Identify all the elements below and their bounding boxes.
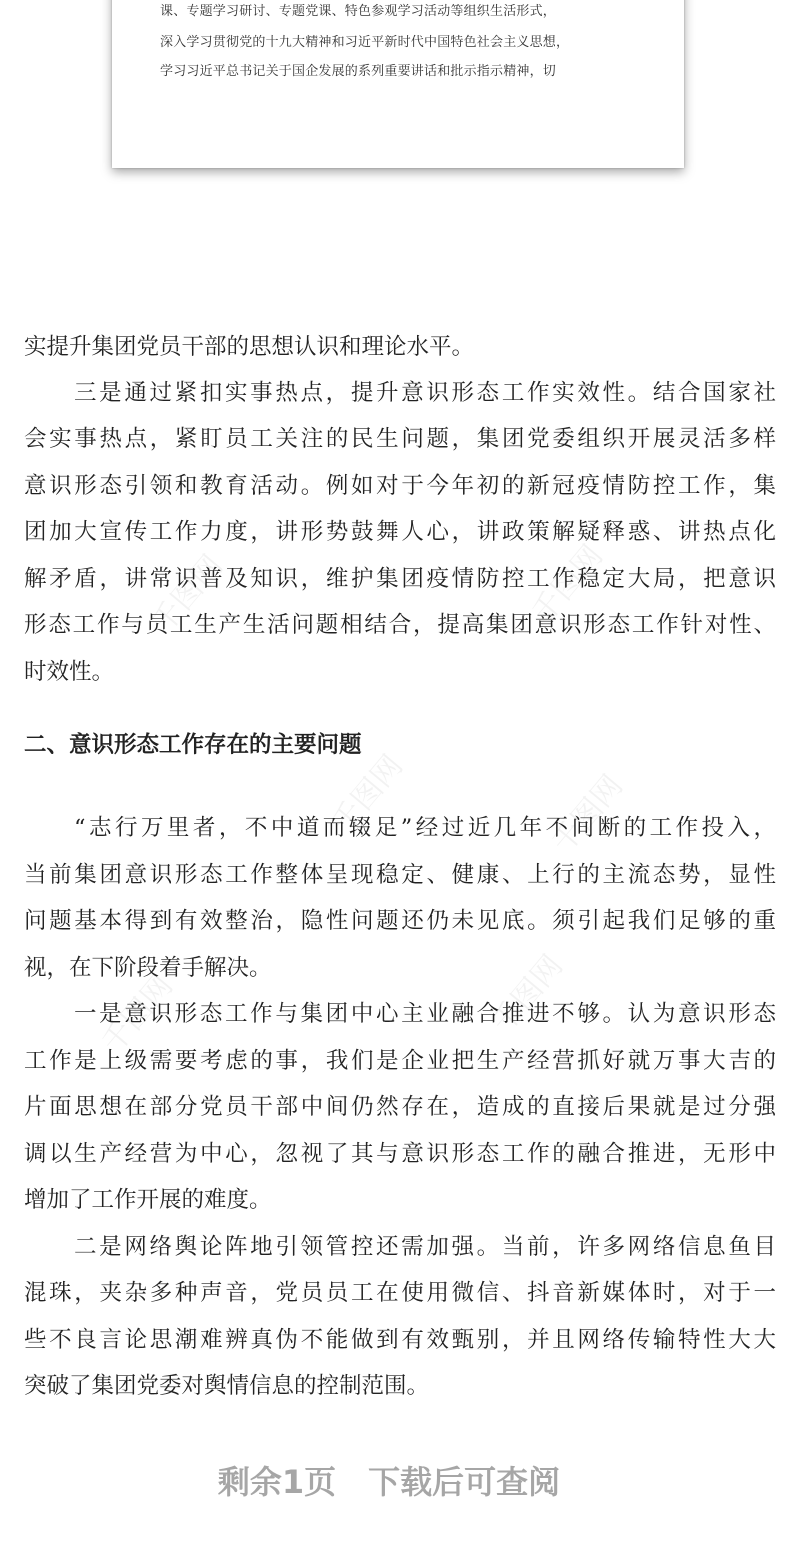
body-text-line: 实提升集团党员干部的思想认识和理论水平。 [24,334,475,360]
body-text-line: 增加了工作开展的难度。 [24,1187,272,1213]
preview-line: 深入学习贯彻党的十九大精神和习近平新时代中国特色社会主义思想， [160,35,570,50]
body-text-line: 三是通过紧扣实事热点，提升意识形态工作实效性。结合国家社 [74,380,776,406]
body-text-line: 混珠，夹杂多种声音，党员员工在使用微信、抖音新媒体时，对于一 [24,1280,776,1306]
body-text-line: 意识形态引领和教育活动。例如对于今年初的新冠疫情防控工作，集 [24,473,776,499]
body-text-line: “志行万里者，不中道而辍足”经过近几年不间断的工作投入， [74,815,776,841]
body-text-line: 视，在下阶段着手解决。 [24,955,272,981]
watermark-text: 千图网 [545,768,631,860]
body-text-line: 问题基本得到有效整治，隐性问题还仍未见底。须引起我们足够的重 [24,908,776,934]
watermark-text: 千图网 [95,968,181,1060]
body-text-line: 会实事热点，紧盯员工关注的民生问题，集团党委组织开展灵活多样 [24,426,776,452]
body-text-line: 团加大宣传工作力度，讲形势鼓舞人心，讲政策解疑释惑、讲热点化 [24,519,776,545]
body-text-line: 片面思想在部分党员干部中间仍然存在，造成的直接后果就是过分强 [24,1094,776,1120]
body-text-line: 二是网络舆论阵地引领管控还需加强。当前，许多网络信息鱼目 [74,1234,776,1260]
watermark-text: 千图网 [525,538,611,630]
remaining-pages-notice[interactable]: 剩余1页 下载后可查阅 [217,1463,561,1501]
preview-line: 课、专题学习研讨、专题党课、特色参观学习活动等组织生活形式， [160,4,557,19]
body-text-line: 形态工作与员工生产生活问题相结合，提高集团意识形态工作针对性、 [24,612,776,638]
body-text-line: 时效性。 [24,659,115,685]
body-text-line: 些不良言论思潮难辨真伪不能做到有效甄别，并且网络传输特性大大 [24,1327,776,1353]
watermark-text: 千图网 [325,748,411,840]
body-text-line: 工作是上级需要考虑的事，我们是企业把生产经营抓好就万事大吉的 [24,1048,776,1074]
body-text-line: 一是意识形态工作与集团中心主业融合推进不够。认为意识形态 [74,1001,776,1027]
body-text-line: 突破了集团党委对舆情信息的控制范围。 [24,1373,430,1399]
preview-line: 学习习近平总书记关于国企发展的系列重要讲话和批示指示精神，切 [160,64,557,79]
watermark-text: 千图网 [485,948,571,1040]
body-text-line: 解矛盾，讲常识普及知识，维护集团疫情防控工作稳定大局，把意识 [24,566,776,592]
watermark-text: 千图网 [145,548,231,640]
section-heading: 二、意识形态工作存在的主要问题 [24,732,362,758]
document-preview-card [112,0,684,168]
body-text-line: 当前集团意识形态工作整体呈现稳定、健康、上行的主流态势，显性 [24,862,776,888]
body-text-line: 调以生产经营为中心，忽视了其与意识形态工作的融合推进，无形中 [24,1141,776,1167]
